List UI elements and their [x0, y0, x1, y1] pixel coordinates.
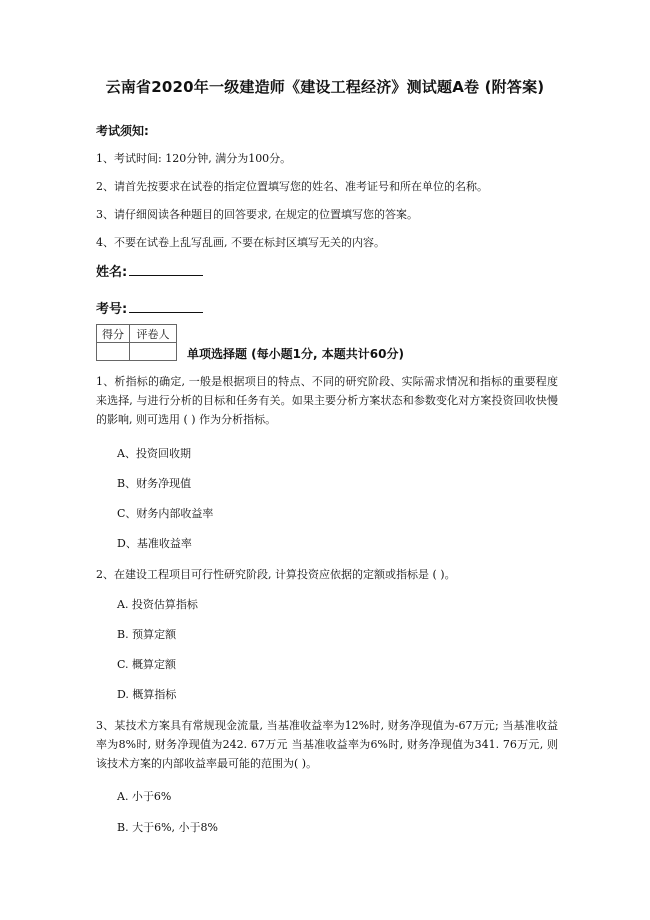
answer-option: C. 概算定额 [117, 658, 177, 671]
name-blank[interactable] [129, 263, 203, 276]
name-label: 姓名: [96, 265, 128, 280]
notice-item: 2、请首先按要求在试卷的指定位置填写您的姓名、准考证号和所在单位的名称。 [96, 180, 488, 193]
question-text: 3、某技术方案具有常规现金流量, 当基准收益率为12%时, 财务净现值为-67万元; 当基准收益率为8%时, 财务净现值为242. 67万元 当基准收益率为6%时, 财务净现值为341. 76万元, 则该技术方案的内部收益率最可能的范围为( )。 [96, 719, 558, 770]
answer-option: B. 大于6%, 小于8% [117, 821, 218, 834]
grader-header: 评卷人 [130, 325, 177, 343]
answer-option: D、基准收益率 [117, 537, 192, 550]
notice-heading: 考试须知: [96, 124, 149, 138]
question-text: 2、在建设工程项目可行性研究阶段, 计算投资应依据的定额或指标是 ( )。 [96, 568, 456, 581]
score-table [96, 324, 177, 361]
exam-title: 云南省2020年一级建造师《建设工程经济》测试题A卷 (附答案) [105, 78, 545, 96]
score-cell [97, 343, 130, 361]
notice-item: 4、不要在试卷上乱写乱画, 不要在标封区填写无关的内容。 [96, 236, 385, 249]
answer-option: A. 小于6% [117, 790, 172, 803]
answer-option: A、投资回收期 [117, 447, 191, 460]
notice-item: 1、考试时间: 120分钟, 满分为100分。 [96, 152, 292, 165]
id-blank[interactable] [129, 300, 203, 313]
answer-option: C、财务内部收益率 [117, 507, 214, 520]
grader-cell [130, 343, 177, 361]
answer-option: A. 投资估算指标 [117, 598, 198, 611]
section-title: 单项选择题 (每小题1分, 本题共计60分) [187, 347, 404, 361]
answer-option: B、财务净现值 [117, 477, 192, 490]
score-header: 得分 [97, 325, 130, 343]
id-field [96, 298, 203, 317]
question-text: 1、析指标的确定, 一般是根据项目的特点、不同的研究阶段、实际需求情况和指标的重要程度来选择, 与进行分析的目标和任务有关。如果主要分析方案状态和参数变化对方案投资回收快慢的影响, 则可选用 ( ) 作为分析指标。 [96, 375, 558, 426]
answer-option: B. 预算定额 [117, 628, 177, 641]
id-label: 考号: [96, 302, 128, 317]
name-field [96, 261, 203, 280]
answer-option: D. 概算指标 [117, 688, 177, 701]
notice-item: 3、请仔细阅读各种题目的回答要求, 在规定的位置填写您的答案。 [96, 208, 418, 221]
